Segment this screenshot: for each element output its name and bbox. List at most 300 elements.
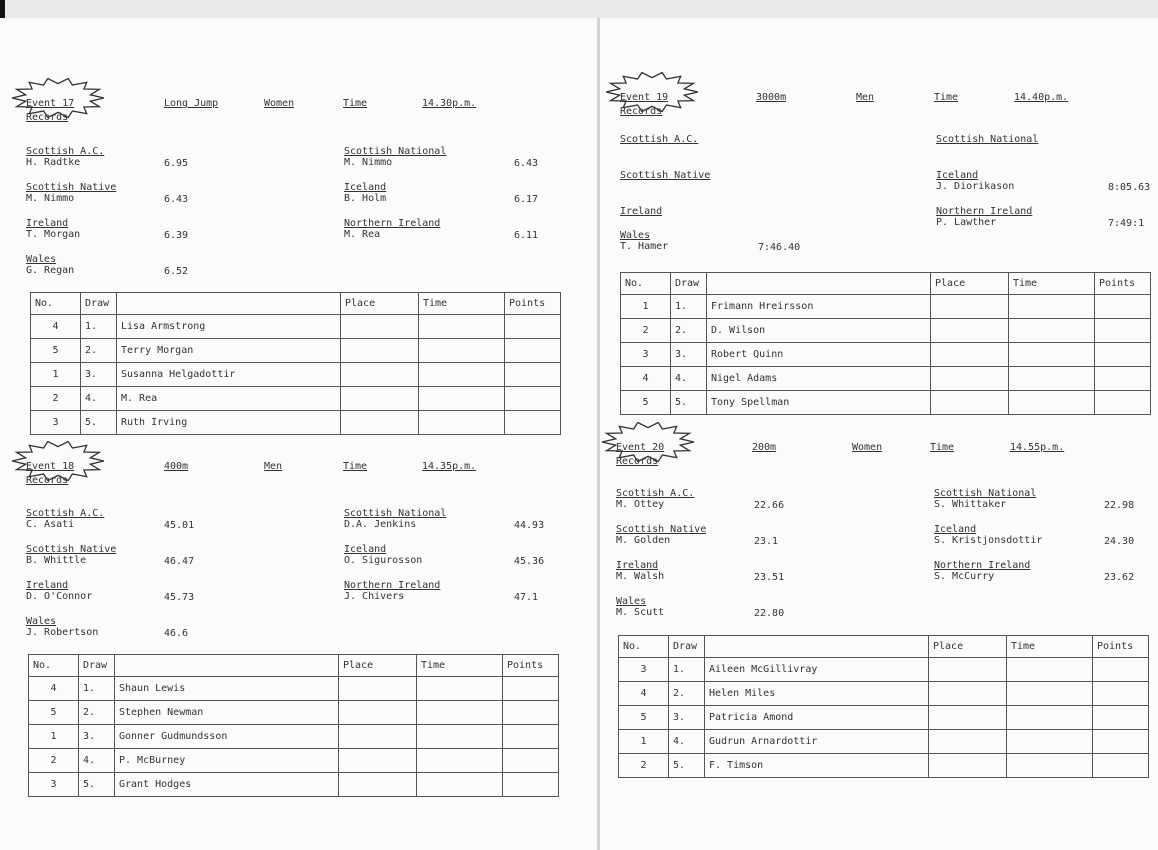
- record-value: 23.1: [754, 536, 779, 547]
- record-label: Northern Ireland: [344, 218, 441, 229]
- record-label: Scottish Native: [26, 182, 117, 193]
- record-entry: [936, 134, 1038, 145]
- col-place-header: Place: [931, 273, 1009, 295]
- points-cell: [505, 387, 561, 411]
- table-row: [619, 706, 1149, 730]
- col-place-header: Place: [341, 293, 419, 315]
- record-value: 6.39: [164, 230, 189, 241]
- entry-draw: 2.: [81, 339, 117, 363]
- record-value: 7:49:1: [1108, 218, 1145, 229]
- event-category: Women: [852, 442, 883, 453]
- points-cell: [1093, 682, 1149, 706]
- records-heading: Records: [620, 106, 663, 117]
- table-row: [29, 773, 559, 797]
- record-label: Wales: [620, 230, 651, 241]
- records-heading: Records: [26, 475, 69, 486]
- record-value: 46.6: [164, 628, 189, 639]
- event-time-label: Time: [930, 442, 955, 453]
- record-label: Iceland: [344, 544, 387, 555]
- record-holder: M. Nimmo: [344, 157, 393, 168]
- place-cell: [341, 411, 419, 435]
- points-cell: [1093, 706, 1149, 730]
- record-value: 6.52: [164, 266, 189, 277]
- entry-no: 4: [621, 367, 671, 391]
- table-row: [621, 343, 1151, 367]
- entry-draw: 4.: [669, 730, 705, 754]
- entries-table: [28, 654, 559, 797]
- points-cell: [503, 701, 559, 725]
- event-category: Women: [264, 98, 295, 109]
- record-entry: [936, 206, 1145, 229]
- entry-no: 3: [31, 411, 81, 435]
- record-holder: M. Rea: [344, 229, 381, 240]
- record-entry: [26, 218, 189, 241]
- event-time: 14.40p.m.: [1014, 92, 1069, 103]
- record-holder: B. Whittle: [26, 555, 87, 566]
- col-draw-header: Draw: [671, 273, 707, 295]
- record-entry: [620, 206, 662, 217]
- time-cell: [419, 363, 505, 387]
- record-holder: G. Regan: [26, 265, 75, 276]
- col-points-header: Points: [503, 655, 559, 677]
- time-cell: [417, 725, 503, 749]
- record-label: Scottish National: [344, 146, 447, 157]
- table-row: [619, 658, 1149, 682]
- record-entry: [344, 580, 539, 603]
- athlete-name: Shaun Lewis: [115, 677, 339, 701]
- table-row: [621, 295, 1151, 319]
- event-time: 14.30p.m.: [422, 98, 477, 109]
- place-cell: [929, 682, 1007, 706]
- record-holder: S. Kristjonsdottir: [934, 535, 1043, 546]
- col-no-header: No.: [29, 655, 79, 677]
- points-cell: [1095, 343, 1151, 367]
- record-value: 46.47: [164, 556, 195, 567]
- table-row: [619, 754, 1149, 778]
- col-name-header: [115, 655, 339, 677]
- entry-no: 3: [621, 343, 671, 367]
- record-entry: [344, 218, 539, 241]
- record-entry: [26, 580, 195, 603]
- record-value: 6.43: [514, 158, 539, 169]
- record-entry: [936, 170, 1151, 193]
- table-row: [31, 339, 561, 363]
- col-points-header: Points: [1095, 273, 1151, 295]
- entry-no: 2: [31, 387, 81, 411]
- place-cell: [931, 367, 1009, 391]
- time-cell: [1009, 295, 1095, 319]
- record-value: 24.30: [1104, 536, 1135, 547]
- record-entry: [934, 524, 1135, 547]
- time-cell: [1007, 730, 1093, 754]
- record-holder: M. Scutt: [616, 607, 665, 618]
- record-entry: [616, 596, 785, 619]
- athlete-name: M. Rea: [117, 387, 341, 411]
- record-holder: C. Asati: [26, 519, 75, 530]
- record-holder: B. Holm: [344, 193, 387, 204]
- table-header-row: [31, 293, 561, 315]
- event-time-label: Time: [343, 461, 368, 472]
- points-cell: [1095, 295, 1151, 319]
- entry-draw: 5.: [671, 391, 707, 415]
- points-cell: [503, 677, 559, 701]
- points-cell: [1095, 319, 1151, 343]
- scan-corner-mark: [0, 0, 5, 18]
- entries-table: [618, 635, 1149, 778]
- table-row: [621, 367, 1151, 391]
- place-cell: [929, 730, 1007, 754]
- col-place-header: Place: [929, 636, 1007, 658]
- points-cell: [1095, 391, 1151, 415]
- entry-draw: 4.: [79, 749, 115, 773]
- entry-no: 1: [29, 725, 79, 749]
- table-row: [31, 387, 561, 411]
- time-cell: [419, 339, 505, 363]
- event-header: [616, 432, 1158, 472]
- points-cell: [503, 749, 559, 773]
- entry-draw: 3.: [81, 363, 117, 387]
- athlete-name: Gonner Gudmundsson: [115, 725, 339, 749]
- time-cell: [417, 749, 503, 773]
- place-cell: [339, 725, 417, 749]
- record-holder: D. O'Connor: [26, 591, 93, 602]
- place-cell: [931, 391, 1009, 415]
- record-entry: [26, 146, 189, 169]
- record-entry: [26, 544, 195, 567]
- record-value: 22.66: [754, 500, 785, 511]
- time-cell: [1007, 682, 1093, 706]
- event-discipline: 400m: [164, 461, 189, 472]
- entries-table: [30, 292, 561, 435]
- time-cell: [1009, 319, 1095, 343]
- record-value: 6.43: [164, 194, 189, 205]
- record-value: 22.80: [754, 608, 785, 619]
- record-entry: [616, 524, 779, 547]
- entry-draw: 1.: [671, 295, 707, 319]
- col-draw-header: Draw: [81, 293, 117, 315]
- record-entry: [620, 230, 801, 253]
- place-cell: [931, 319, 1009, 343]
- table-row: [621, 391, 1151, 415]
- athlete-name: Aileen McGillivray: [705, 658, 929, 682]
- entry-draw: 2.: [79, 701, 115, 725]
- col-points-header: Points: [1093, 636, 1149, 658]
- col-time-header: Time: [1009, 273, 1095, 295]
- record-holder: T. Morgan: [26, 229, 81, 240]
- record-label: Wales: [26, 616, 57, 627]
- points-cell: [505, 315, 561, 339]
- table-row: [29, 677, 559, 701]
- event-time-label: Time: [934, 92, 959, 103]
- time-cell: [1007, 706, 1093, 730]
- records-heading: Records: [616, 456, 659, 467]
- time-cell: [417, 677, 503, 701]
- record-value: 47.1: [514, 592, 539, 603]
- points-cell: [1093, 730, 1149, 754]
- record-label: Wales: [616, 596, 647, 607]
- place-cell: [929, 706, 1007, 730]
- place-cell: [339, 701, 417, 725]
- time-cell: [419, 315, 505, 339]
- place-cell: [341, 387, 419, 411]
- record-holder: J. Diorikason: [936, 181, 1015, 192]
- record-value: 45.73: [164, 592, 195, 603]
- record-label: Scottish A.C.: [620, 134, 699, 145]
- entry-draw: 1.: [79, 677, 115, 701]
- entry-draw: 2.: [671, 319, 707, 343]
- event-time: 14.55p.m.: [1010, 442, 1065, 453]
- time-cell: [417, 773, 503, 797]
- athlete-name: Robert Quinn: [707, 343, 931, 367]
- record-holder: J. Chivers: [344, 591, 405, 602]
- athlete-name: Susanna Helgadottir: [117, 363, 341, 387]
- points-cell: [1093, 658, 1149, 682]
- athlete-name: Lisa Armstrong: [117, 315, 341, 339]
- record-value: 6.11: [514, 230, 539, 241]
- athlete-name: Ruth Irving: [117, 411, 341, 435]
- athlete-name: Stephen Newman: [115, 701, 339, 725]
- record-holder: O. Sigurosson: [344, 555, 423, 566]
- entry-draw: 5.: [669, 754, 705, 778]
- table-row: [31, 315, 561, 339]
- record-holder: S. McCurry: [934, 571, 995, 582]
- record-value: 6.17: [514, 194, 539, 205]
- time-cell: [1007, 754, 1093, 778]
- table-row: [31, 411, 561, 435]
- event-time: 14.35p.m.: [422, 461, 477, 472]
- record-entry: [26, 182, 189, 205]
- record-value: 44.93: [514, 520, 545, 531]
- athlete-name: F. Timson: [705, 754, 929, 778]
- record-label: Northern Ireland: [344, 580, 441, 591]
- record-entry: [26, 508, 195, 531]
- record-value: 23.62: [1104, 572, 1135, 583]
- record-value: 23.51: [754, 572, 785, 583]
- record-entry: [26, 254, 189, 277]
- record-label: Iceland: [936, 170, 979, 181]
- athlete-name: Frimann Hreirsson: [707, 295, 931, 319]
- record-entry: [344, 544, 545, 567]
- entry-no: 3: [29, 773, 79, 797]
- time-cell: [1009, 367, 1095, 391]
- athlete-name: Grant Hodges: [115, 773, 339, 797]
- entry-no: 1: [31, 363, 81, 387]
- table-header-row: [621, 273, 1151, 295]
- col-time-header: Time: [417, 655, 503, 677]
- entry-no: 2: [621, 319, 671, 343]
- record-label: Ireland: [26, 580, 69, 591]
- record-label: Iceland: [934, 524, 977, 535]
- record-label: Scottish National: [934, 488, 1037, 499]
- event-number: Event 17: [26, 98, 75, 109]
- record-label: Ireland: [26, 218, 69, 229]
- points-cell: [1095, 367, 1151, 391]
- table-row: [29, 701, 559, 725]
- place-cell: [339, 773, 417, 797]
- points-cell: [505, 363, 561, 387]
- table-row: [29, 725, 559, 749]
- table-header-row: [29, 655, 559, 677]
- entry-no: 2: [29, 749, 79, 773]
- time-cell: [417, 701, 503, 725]
- table-row: [31, 363, 561, 387]
- record-label: Scottish A.C.: [616, 488, 695, 499]
- entries-table: [620, 272, 1151, 415]
- athlete-name: P. McBurney: [115, 749, 339, 773]
- record-holder: D.A. Jenkins: [344, 519, 417, 530]
- record-value: 45.36: [514, 556, 545, 567]
- record-label: Northern Ireland: [936, 206, 1033, 217]
- points-cell: [503, 773, 559, 797]
- time-cell: [419, 411, 505, 435]
- record-entry: [344, 146, 539, 169]
- col-no-header: No.: [621, 273, 671, 295]
- entry-no: 5: [619, 706, 669, 730]
- record-value: 6.95: [164, 158, 189, 169]
- entry-no: 4: [31, 315, 81, 339]
- entry-no: 3: [619, 658, 669, 682]
- place-cell: [931, 343, 1009, 367]
- time-cell: [419, 387, 505, 411]
- event-number: Event 19: [620, 92, 669, 103]
- entry-no: 1: [619, 730, 669, 754]
- col-name-header: [117, 293, 341, 315]
- record-entry: [934, 488, 1135, 511]
- record-holder: T. Hamer: [620, 241, 669, 252]
- record-entry: [26, 616, 189, 639]
- table-row: [619, 682, 1149, 706]
- event-number: Event 20: [616, 442, 665, 453]
- record-holder: M. Nimmo: [26, 193, 75, 204]
- time-cell: [1009, 391, 1095, 415]
- event-discipline: 3000m: [756, 92, 787, 103]
- entry-draw: 1.: [81, 315, 117, 339]
- col-no-header: No.: [31, 293, 81, 315]
- col-no-header: No.: [619, 636, 669, 658]
- entry-no: 5: [29, 701, 79, 725]
- event-header: [620, 82, 1158, 122]
- entry-no: 5: [31, 339, 81, 363]
- record-label: Ireland: [616, 560, 659, 571]
- event-category: Men: [856, 92, 875, 103]
- place-cell: [339, 749, 417, 773]
- place-cell: [929, 754, 1007, 778]
- record-holder: M. Walsh: [616, 571, 665, 582]
- record-label: Scottish National: [936, 134, 1039, 145]
- record-holder: H. Radtke: [26, 157, 81, 168]
- place-cell: [929, 658, 1007, 682]
- place-cell: [931, 295, 1009, 319]
- record-value: 22.98: [1104, 500, 1135, 511]
- table-header-row: [619, 636, 1149, 658]
- entry-draw: 3.: [671, 343, 707, 367]
- record-holder: J. Robertson: [26, 627, 99, 638]
- record-label: Wales: [26, 254, 57, 265]
- entry-draw: 2.: [669, 682, 705, 706]
- athlete-name: Helen Miles: [705, 682, 929, 706]
- record-entry: [344, 508, 545, 531]
- points-cell: [1093, 754, 1149, 778]
- event-header: [26, 88, 586, 128]
- col-name-header: [707, 273, 931, 295]
- athlete-name: Terry Morgan: [117, 339, 341, 363]
- entry-no: 1: [621, 295, 671, 319]
- time-cell: [1009, 343, 1095, 367]
- record-entry: [620, 134, 698, 145]
- entry-no: 4: [29, 677, 79, 701]
- record-holder: M. Golden: [616, 535, 671, 546]
- record-entry: [934, 560, 1135, 583]
- place-cell: [341, 339, 419, 363]
- event-discipline: Long Jump: [164, 98, 219, 109]
- place-cell: [339, 677, 417, 701]
- time-cell: [1007, 658, 1093, 682]
- record-label: Scottish Native: [616, 524, 707, 535]
- record-label: Iceland: [344, 182, 387, 193]
- event-category: Men: [264, 461, 283, 472]
- event-header: [26, 451, 586, 491]
- table-row: [29, 749, 559, 773]
- entry-draw: 4.: [81, 387, 117, 411]
- col-draw-header: Draw: [79, 655, 115, 677]
- record-value: 45.01: [164, 520, 195, 531]
- col-name-header: [705, 636, 929, 658]
- entry-draw: 3.: [669, 706, 705, 730]
- record-label: Scottish Native: [620, 170, 711, 181]
- athlete-name: Patricia Amond: [705, 706, 929, 730]
- record-entry: [616, 488, 785, 511]
- table-row: [621, 319, 1151, 343]
- table-row: [619, 730, 1149, 754]
- record-label: Scottish A.C.: [26, 146, 105, 157]
- event-number: Event 18: [26, 461, 75, 472]
- entry-no: 4: [619, 682, 669, 706]
- event-discipline: 200m: [752, 442, 777, 453]
- record-entry: [344, 182, 539, 205]
- record-label: Scottish A.C.: [26, 508, 105, 519]
- event-time-label: Time: [343, 98, 368, 109]
- athlete-name: Nigel Adams: [707, 367, 931, 391]
- entry-draw: 3.: [79, 725, 115, 749]
- col-draw-header: Draw: [669, 636, 705, 658]
- place-cell: [341, 363, 419, 387]
- record-entry: [616, 560, 785, 583]
- entry-draw: 5.: [79, 773, 115, 797]
- record-value: 8:05.63: [1108, 182, 1151, 193]
- entry-no: 5: [621, 391, 671, 415]
- col-time-header: Time: [419, 293, 505, 315]
- entry-draw: 1.: [669, 658, 705, 682]
- record-label: Ireland: [620, 206, 663, 217]
- points-cell: [503, 725, 559, 749]
- entry-no: 2: [619, 754, 669, 778]
- points-cell: [505, 339, 561, 363]
- col-points-header: Points: [505, 293, 561, 315]
- records-heading: Records: [26, 112, 69, 123]
- athlete-name: Tony Spellman: [707, 391, 931, 415]
- points-cell: [505, 411, 561, 435]
- record-label: Northern Ireland: [934, 560, 1031, 571]
- athlete-name: D. Wilson: [707, 319, 931, 343]
- athlete-name: Gudrun Arnardottir: [705, 730, 929, 754]
- entry-draw: 5.: [81, 411, 117, 435]
- place-cell: [341, 315, 419, 339]
- record-value: 7:46.40: [758, 242, 801, 253]
- record-holder: S. Whittaker: [934, 499, 1007, 510]
- record-entry: [620, 170, 710, 181]
- record-holder: P. Lawther: [936, 217, 997, 228]
- record-label: Scottish Native: [26, 544, 117, 555]
